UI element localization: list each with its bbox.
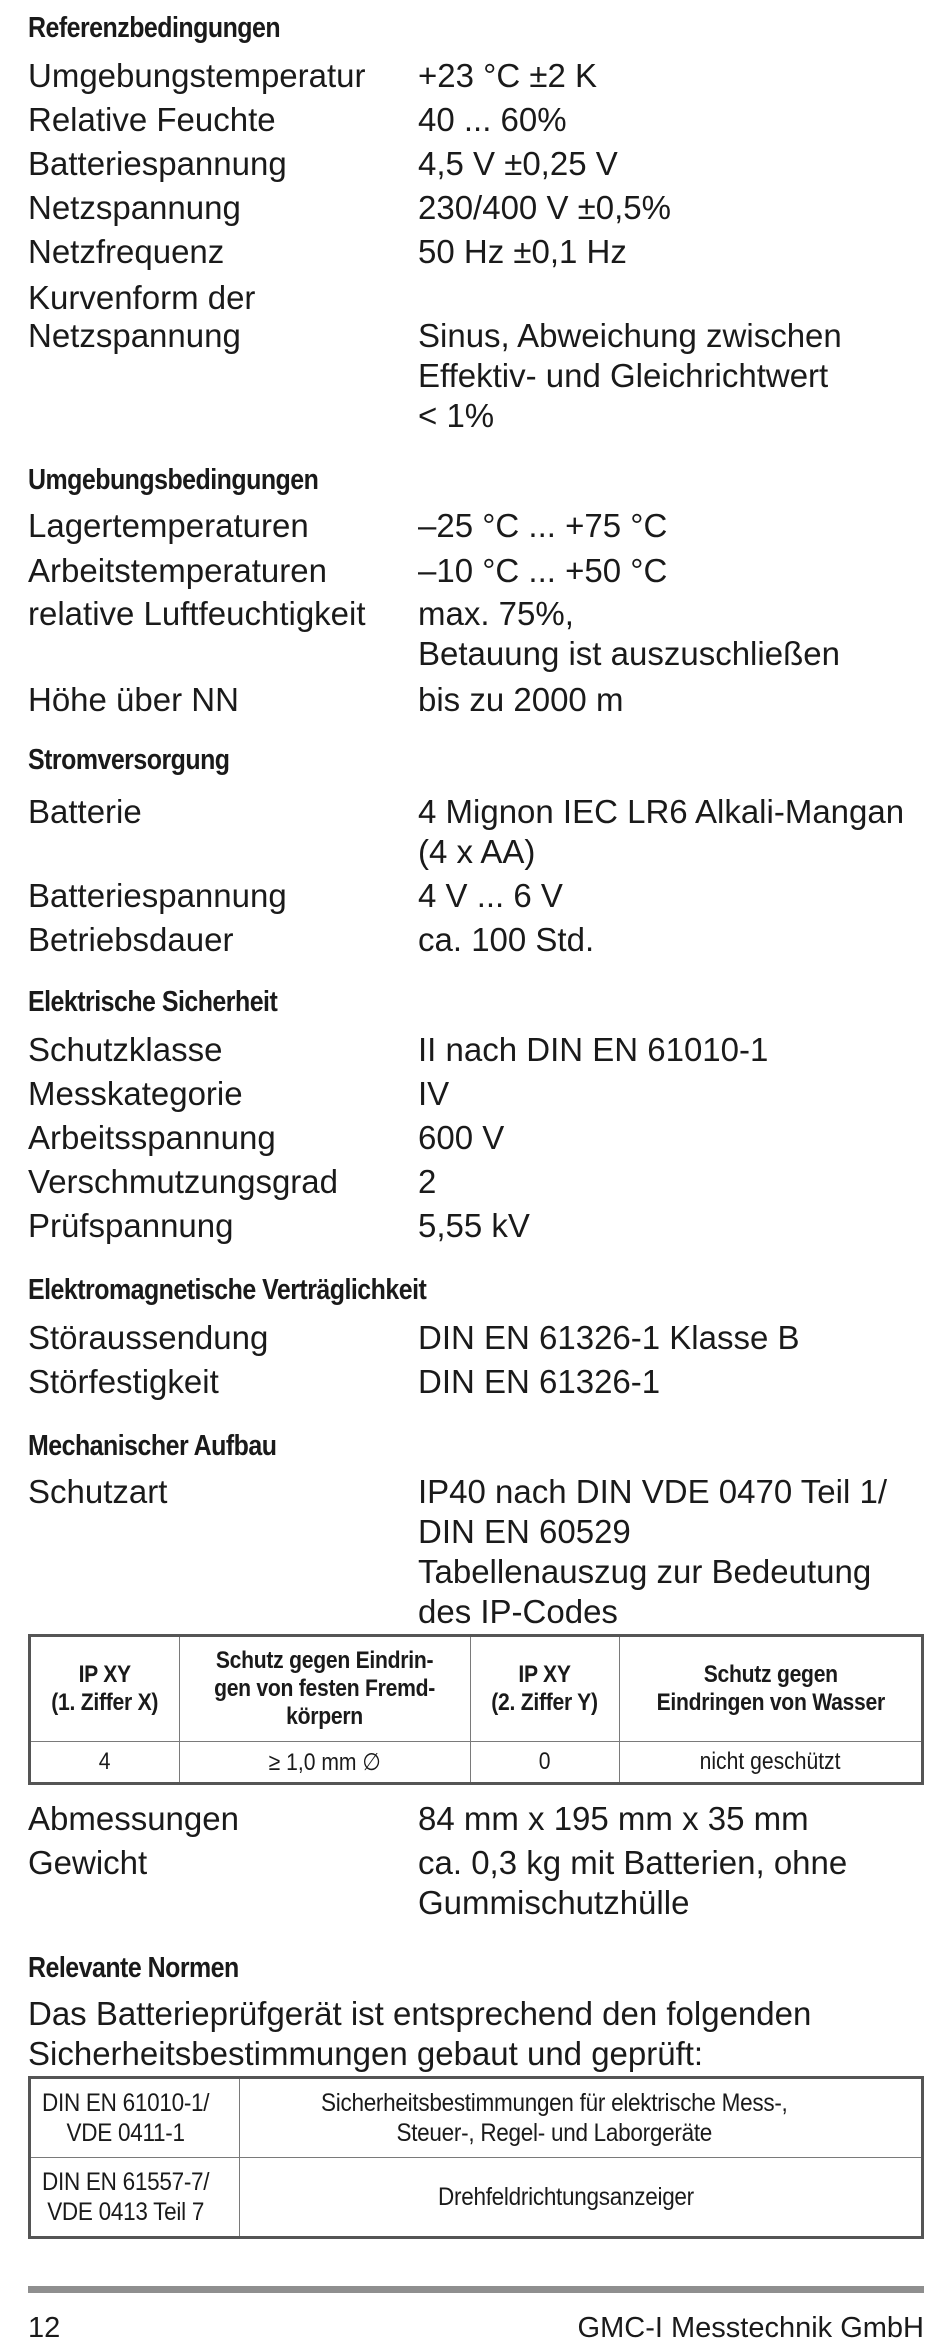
spec-label: Arbeitstemperaturen bbox=[28, 552, 327, 589]
spec-value: 84 mm x 195 mm x 35 mm bbox=[418, 1800, 809, 1837]
spec-label: Batteriespannung bbox=[28, 145, 287, 182]
spec-label: Umgebungstemperatur bbox=[28, 57, 366, 94]
spec-label: Netzfrequenz bbox=[28, 233, 225, 270]
table-row bbox=[30, 2078, 923, 2158]
standards-table bbox=[28, 2076, 924, 2239]
spec-value: Sinus, Abweichung zwischen Effektiv- und Gleichrichtwert < 1% bbox=[418, 317, 842, 434]
spec-value: 230/400 V ±0,5% bbox=[418, 189, 671, 226]
table-cell-norm: DIN EN 61557-7/ VDE 0413 Teil 7 bbox=[30, 2158, 240, 2238]
spec-label: Kurvenform der bbox=[28, 279, 256, 316]
spec-value: 4,5 V ±0,25 V bbox=[418, 145, 618, 182]
spec-value: bis zu 2000 m bbox=[418, 681, 624, 718]
spec-value: 5,55 kV bbox=[418, 1207, 530, 1244]
spec-label: Arbeitsspannung bbox=[28, 1119, 276, 1156]
spec-value: 40 ... 60% bbox=[418, 101, 567, 138]
page-number: 12 bbox=[28, 2312, 61, 2344]
spec-label: Abmessungen bbox=[28, 1800, 239, 1837]
table-cell-description: Sicherheitsbestimmungen für elektrische Mess-, Steuer-, Regel- und Laborgeräte bbox=[240, 2078, 923, 2158]
table-header-cell: IP XY (1. Ziffer X) bbox=[30, 1636, 180, 1742]
heading-mechanical: Mechanischer Aufbau bbox=[28, 1430, 277, 1462]
heading-reference-conditions: Referenzbedingungen bbox=[28, 12, 281, 44]
table-cell-description: Drehfeldrichtungsanzeiger bbox=[240, 2158, 923, 2238]
company-name: GMC-I Messtechnik GmbH bbox=[577, 2312, 924, 2344]
heading-emc: Elektromagnetische Verträglichkeit bbox=[28, 1274, 427, 1306]
standards-intro: Das Batterieprüfgerät ist entsprechend den folgenden bbox=[28, 1995, 812, 2032]
spec-value: II nach DIN EN 61010-1 bbox=[418, 1031, 769, 1068]
spec-value: +23 °C ±2 K bbox=[418, 57, 597, 94]
spec-value: 600 V bbox=[418, 1119, 505, 1156]
spec-value: 4 Mignon IEC LR6 Alkali-Mangan (4 x AA) bbox=[418, 793, 905, 870]
spec-value: max. 75%, Betauung ist auszuschließen bbox=[418, 595, 840, 672]
spec-label: Relative Feuchte bbox=[28, 101, 276, 138]
table-cell: nicht geschützt bbox=[620, 1742, 923, 1784]
spec-label: Störaussendung bbox=[28, 1319, 269, 1356]
spec-value: –25 °C ... +75 °C bbox=[418, 507, 668, 544]
table-cell: 0 bbox=[471, 1742, 620, 1784]
spec-label: Schutzklasse bbox=[28, 1031, 223, 1068]
spec-value: DIN EN 61326-1 bbox=[418, 1363, 661, 1400]
spec-label: relative Luftfeuchtigkeit bbox=[28, 595, 366, 632]
standards-intro: Sicherheitsbestimmungen gebaut und geprüft: bbox=[28, 2035, 704, 2072]
spec-label: Batterie bbox=[28, 793, 142, 830]
heading-standards: Relevante Normen bbox=[28, 1952, 239, 1984]
spec-value: DIN EN 61326-1 Klasse B bbox=[418, 1319, 800, 1356]
table-cell-norm: DIN EN 61010-1/ VDE 0411-1 bbox=[30, 2078, 240, 2158]
spec-label: Betriebsdauer bbox=[28, 921, 234, 958]
spec-value: 4 V ... 6 V bbox=[418, 877, 563, 914]
heading-ambient-conditions: Umgebungsbedingungen bbox=[28, 464, 319, 496]
spec-label: Messkategorie bbox=[28, 1075, 243, 1112]
spec-label: Schutzart bbox=[28, 1473, 168, 1510]
table-header-cell: Schutz gegen Eindringen von Wasser bbox=[620, 1636, 923, 1742]
spec-label: Höhe über NN bbox=[28, 681, 239, 718]
spec-value: –10 °C ... +50 °C bbox=[418, 552, 668, 589]
spec-value: IP40 nach DIN VDE 0470 Teil 1/ DIN EN 60529 Tabellenauszug zur Bedeutung des IP-Codes bbox=[418, 1473, 887, 1630]
table-header-cell: IP XY (2. Ziffer Y) bbox=[471, 1636, 620, 1742]
table-row bbox=[30, 1742, 923, 1784]
spec-label: Gewicht bbox=[28, 1844, 148, 1881]
spec-label: Netzspannung bbox=[28, 189, 241, 226]
heading-power-supply: Stromversorgung bbox=[28, 744, 230, 776]
spec-label: Störfestigkeit bbox=[28, 1363, 219, 1400]
spec-label: Netzspannung bbox=[28, 317, 241, 354]
table-cell: ≥ 1,0 mm ∅ bbox=[180, 1742, 471, 1784]
heading-electrical-safety: Elektrische Sicherheit bbox=[28, 986, 278, 1018]
spec-value: 2 bbox=[418, 1163, 437, 1200]
table-cell: 4 bbox=[30, 1742, 180, 1784]
spec-value: ca. 0,3 kg mit Batterien, ohne Gummischutzhülle bbox=[418, 1844, 848, 1921]
spec-label: Lagertemperaturen bbox=[28, 507, 309, 544]
spec-label: Prüfspannung bbox=[28, 1207, 234, 1244]
spec-label: Verschmutzungsgrad bbox=[28, 1163, 339, 1200]
spec-value: ca. 100 Std. bbox=[418, 921, 595, 958]
table-row bbox=[30, 2158, 923, 2238]
spec-label: Batteriespannung bbox=[28, 877, 287, 914]
spec-value: IV bbox=[418, 1075, 450, 1112]
spec-value: 50 Hz ±0,1 Hz bbox=[418, 233, 627, 270]
footer-divider bbox=[28, 2286, 924, 2293]
table-header-row bbox=[30, 1636, 923, 1742]
ip-code-table bbox=[28, 1634, 924, 1785]
table-header-cell: Schutz gegen Eindrin- gen von festen Fremd- körpern bbox=[180, 1636, 471, 1742]
